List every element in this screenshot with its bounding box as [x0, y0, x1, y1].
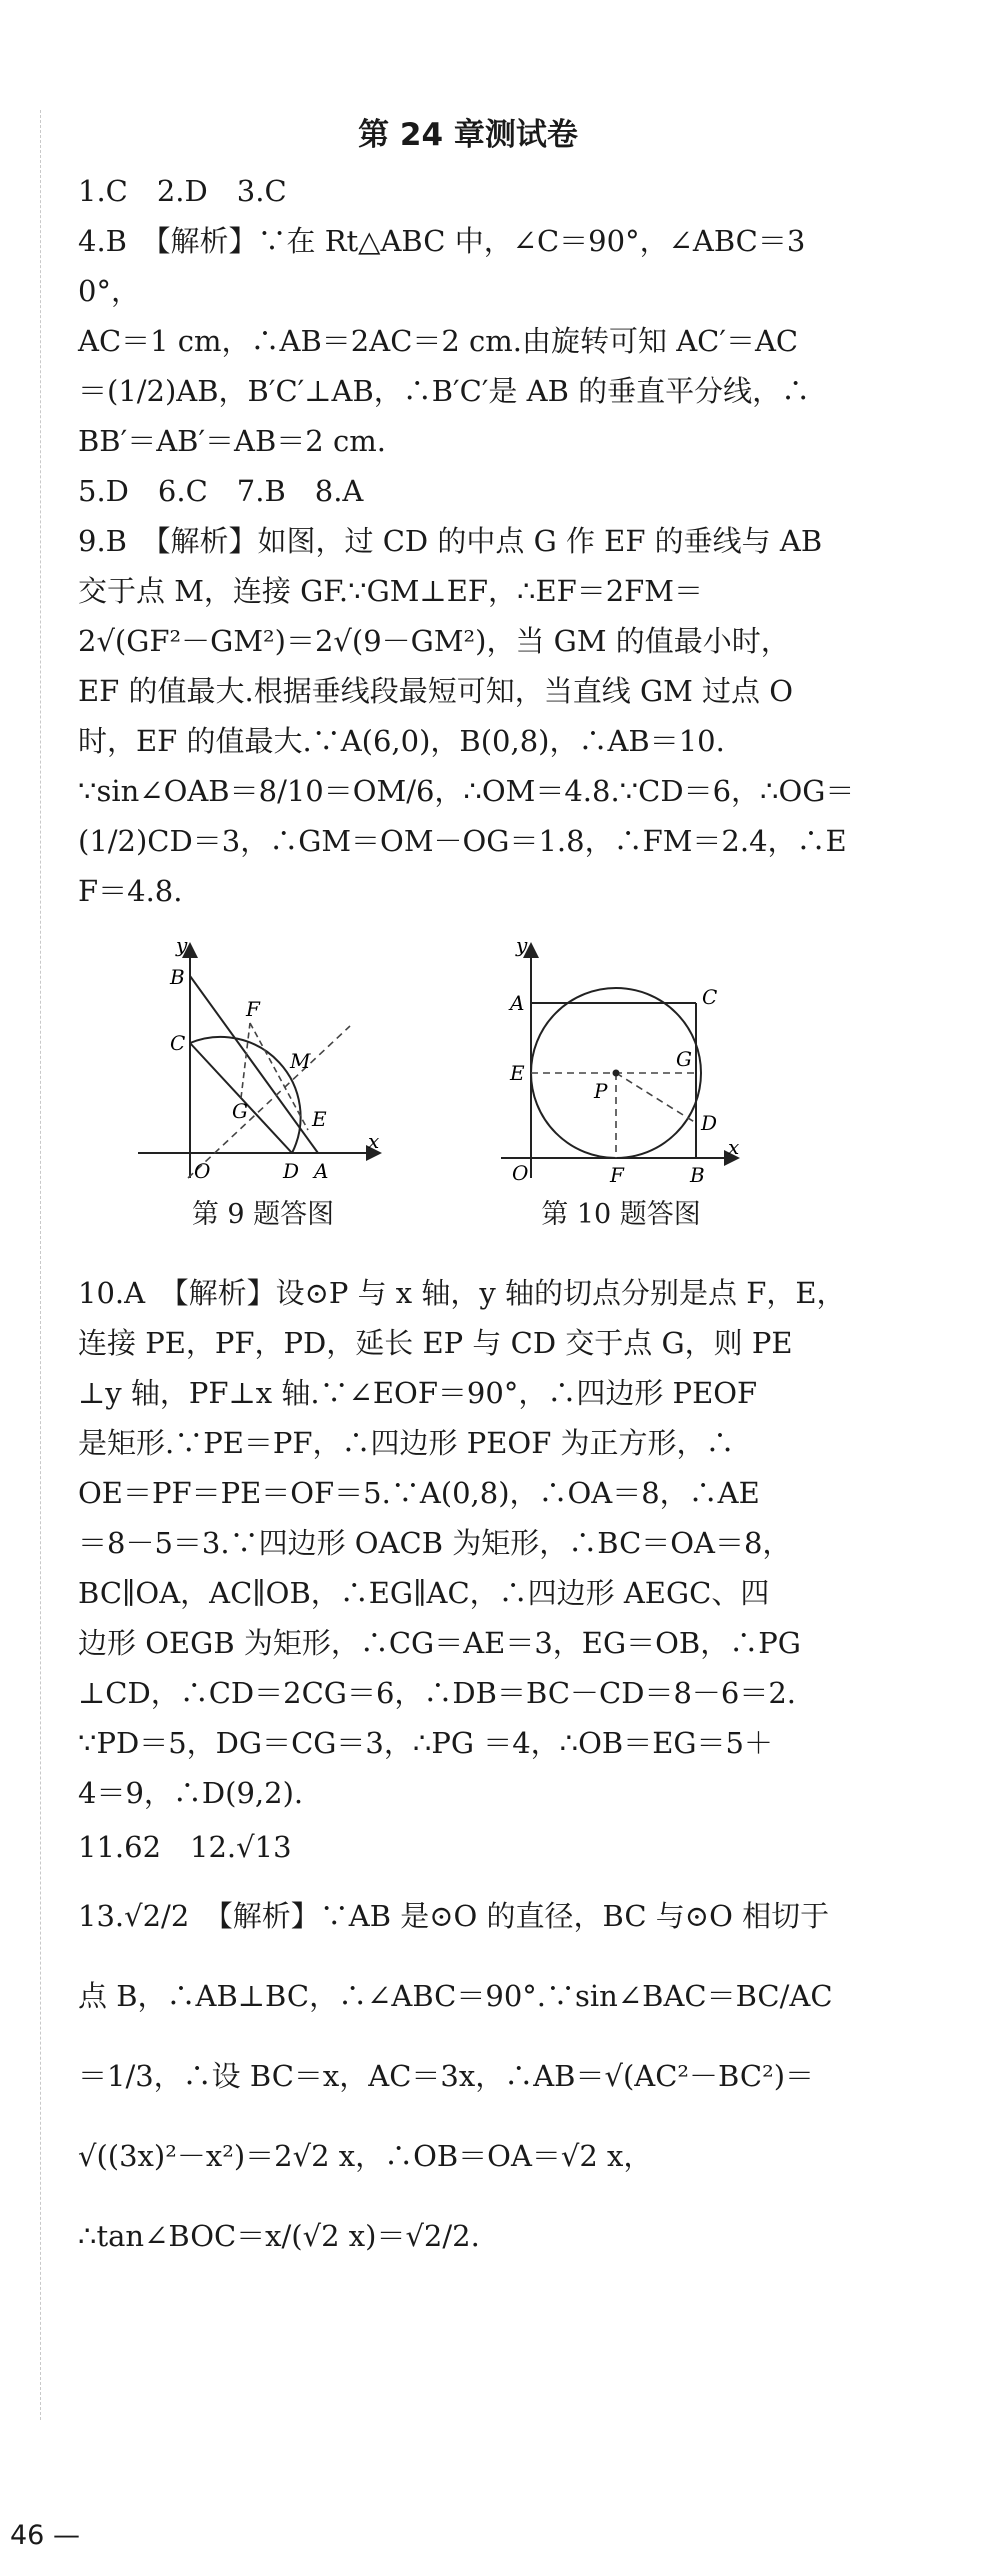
figure-10	[496, 938, 746, 1240]
label-f: F	[610, 1163, 624, 1187]
label-e: E	[510, 1061, 525, 1085]
answer-line: 边形 OEGB 为矩形，∴CG＝AE＝3，EG＝OB，∴PG	[78, 1626, 801, 1660]
dashed-line-om	[188, 1026, 350, 1178]
answer-content	[78, 110, 858, 2276]
figure-9-caption: 第 9 题答图	[191, 1199, 335, 1230]
answer-line: 点 B，∴AB⊥BC，∴∠ABC＝90°.∵sin∠BAC＝BC/AC	[78, 1979, 833, 2013]
label-c: C	[170, 1031, 186, 1055]
answer-line: EF 的值最大.根据垂线段最短可知，当直线 GM 过点 O	[78, 674, 794, 708]
answer-line: ⊥CD，∴CD＝2CG＝6，∴DB＝BC－CD＝8－6＝2.	[78, 1676, 797, 1710]
figure-10-caption: 第 10 题答图	[541, 1199, 701, 1230]
answers-block-2	[78, 1268, 858, 2276]
answer-line: ＝1/3，∴设 BC＝x，AC＝3x，∴AB＝√(AC²－BC²)＝	[78, 2059, 815, 2093]
label-a: A	[510, 991, 525, 1015]
answer-line: ⊥y 轴，PF⊥x 轴.∵∠EOF＝90°，∴四边形 PEOF	[78, 1376, 758, 1410]
answer-line: 4＝9，∴D(9,2).	[78, 1776, 304, 1810]
answer-line: 交于点 M，连接 GF.∵GM⊥EF，∴EF＝2FM＝	[78, 574, 704, 608]
label-d: D	[701, 1111, 718, 1135]
answer-line: BC∥OA，AC∥OB，∴EG∥AC，∴四边形 AEGC、四	[78, 1576, 770, 1610]
label-b: B	[170, 965, 185, 989]
figure-10-diagram	[496, 938, 746, 1188]
answer-line: 是矩形.∵PE＝PF，∴四边形 PEOF 为正方形，∴	[78, 1426, 735, 1460]
answer-line: 1.C 2.D 3.C	[78, 174, 287, 208]
figure-9-diagram	[128, 938, 398, 1188]
binding-guide-line	[40, 110, 41, 2420]
label-f: F	[246, 997, 260, 1021]
label-m: M	[290, 1049, 311, 1073]
answer-line: 时，EF 的值最大.∵A(6,0)，B(0,8)，∴AB＝10.	[78, 724, 725, 758]
label-y: y	[516, 938, 528, 957]
figures-row	[78, 938, 858, 1258]
answer-line: 11.62 12.√13	[78, 1830, 292, 1864]
answer-line: ∵PD＝5，DG＝CG＝3，∴PG ＝4，∴OB＝EG＝5＋	[78, 1726, 774, 1760]
page-title: 第 24 章测试卷	[358, 117, 578, 153]
label-d: D	[283, 1159, 300, 1183]
answer-line: ＝8－5＝3.∵四边形 OACB 为矩形，∴BC＝OA＝8，	[78, 1526, 792, 1560]
answer-line: 9.B 【解析】如图，过 CD 的中点 G 作 EF 的垂线与 AB	[78, 524, 823, 558]
answer-line: (1/2)CD＝3，∴GM＝OM－OG＝1.8，∴FM＝2.4，∴EF＝4.8.	[78, 824, 847, 908]
answer-line: 2√(GF²－GM²)＝2√(9－GM²)，当 GM 的值最小时，	[78, 624, 790, 658]
label-g: G	[232, 1099, 248, 1123]
label-o: O	[194, 1159, 211, 1183]
answers-block-1	[78, 166, 858, 916]
label-g: G	[676, 1047, 692, 1071]
answer-line: AC＝1 cm，∴AB＝2AC＝2 cm.由旋转可知 AC′＝AC	[78, 324, 799, 358]
label-c: C	[702, 985, 718, 1009]
page-number: 46 —	[10, 2520, 80, 2551]
answer-line: 10.A 【解析】设⊙P 与 x 轴，y 轴的切点分别是点 F，E，	[78, 1276, 846, 1310]
label-a: A	[314, 1159, 329, 1183]
answer-line: √((3x)²－x²)＝2√2 x，∴OB＝OA＝√2 x，	[78, 2139, 653, 2173]
answer-line: BB′＝AB′＝AB＝2 cm.	[78, 424, 386, 458]
answer-line: 5.D 6.C 7.B 8.A	[78, 474, 364, 508]
circle-arc	[190, 1037, 301, 1153]
label-p: P	[594, 1079, 608, 1103]
point-p	[613, 1070, 620, 1077]
label-b: B	[690, 1163, 705, 1187]
answer-line: 连接 PE，PF，PD，延长 EP 与 CD 交于点 G，则 PE	[78, 1326, 793, 1360]
answer-line: ＝(1/2)AB，B′C′⊥AB，∴B′C′是 AB 的垂直平分线，∴	[78, 374, 811, 408]
dashed-gf	[241, 1023, 250, 1098]
label-x: x	[728, 1135, 740, 1159]
answer-line: ∴tan∠BOC＝x/(√2 x)＝√2/2.	[78, 2219, 480, 2253]
answer-line: 13.√2/2 【解析】∵AB 是⊙O 的直径，BC 与⊙O 相切于	[78, 1899, 830, 1933]
dashed-fe	[250, 1023, 308, 1130]
figure-9	[128, 938, 398, 1240]
label-o: O	[512, 1161, 529, 1185]
answer-line: OE＝PF＝PE＝OF＝5.∵A(0,8)，∴OA＝8，∴AE	[78, 1476, 760, 1510]
label-y: y	[176, 938, 188, 957]
answer-line: ∵sin∠OAB＝8/10＝OM/6，∴OM＝4.8.∵CD＝6，∴OG＝	[78, 774, 855, 808]
label-e: E	[312, 1107, 327, 1131]
answer-line: 4.B 【解析】∵在 Rt△ABC 中，∠C＝90°，∠ABC＝30°，	[78, 224, 806, 308]
label-x: x	[368, 1129, 380, 1153]
dashed-pd	[616, 1073, 696, 1123]
